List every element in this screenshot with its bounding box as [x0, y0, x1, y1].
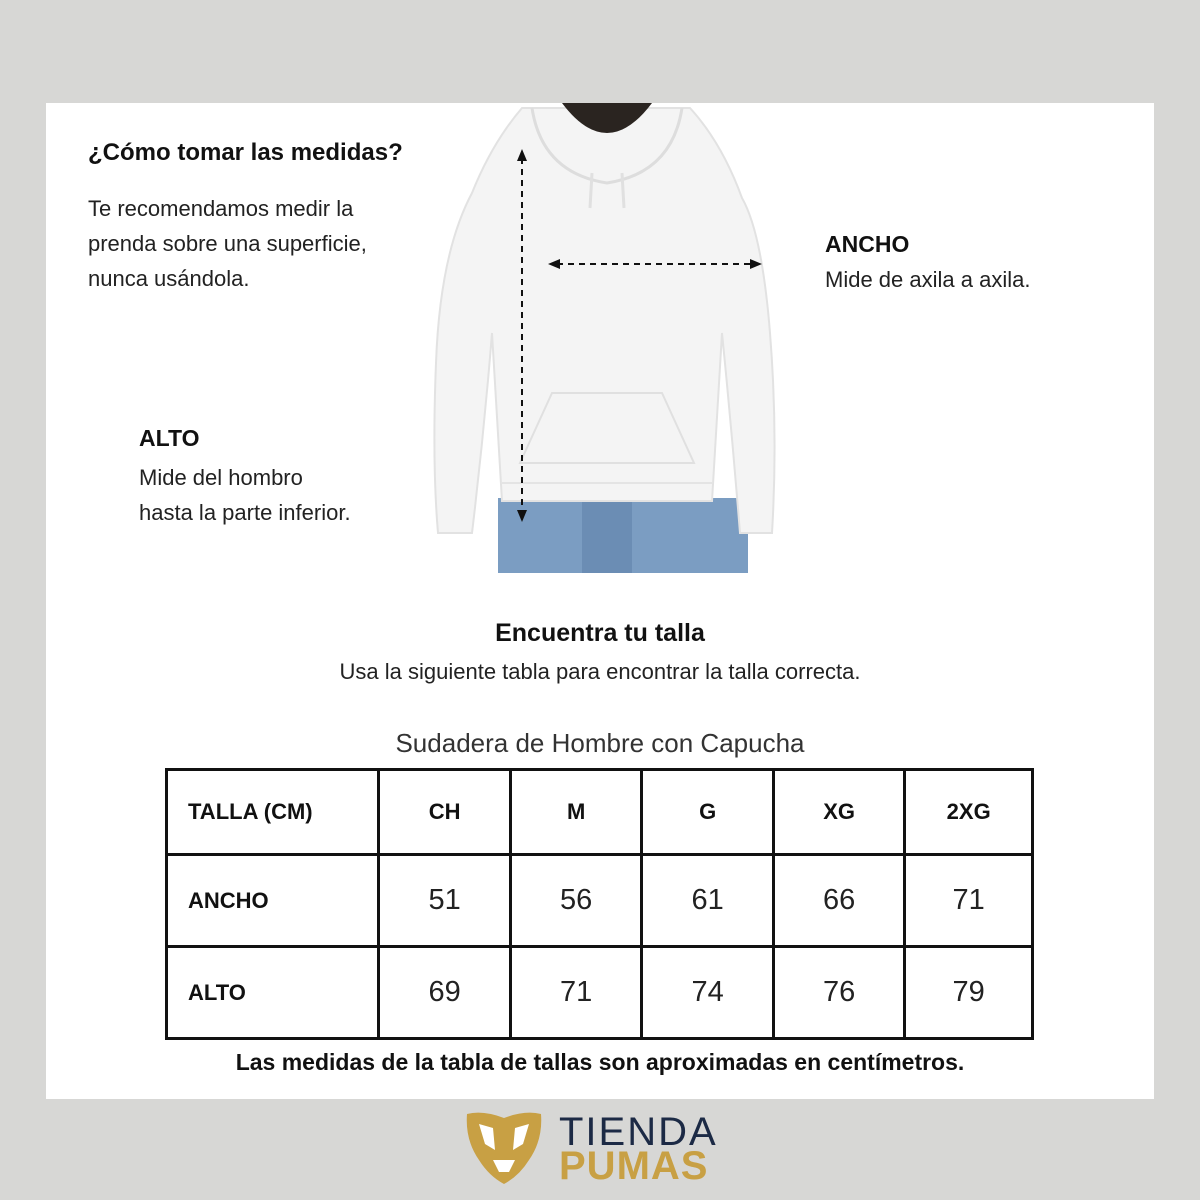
table-header-cell: TALLA (CM)	[167, 770, 379, 855]
find-size-subtitle: Usa la siguiente tabla para encontrar la talla correcta.	[339, 659, 861, 684]
hoodie-illustration	[432, 103, 778, 573]
table-cell: 71	[905, 855, 1033, 947]
table-row	[167, 947, 1033, 1039]
how-to-measure-line: nunca usándola.	[88, 266, 250, 291]
alto-label: ALTO	[139, 425, 200, 451]
alto-description	[139, 460, 351, 530]
how-to-measure-title: ¿Cómo tomar las medidas?	[88, 139, 403, 166]
brand-line-1: TIENDA	[559, 1110, 718, 1154]
alto-description-line: Mide del hombro	[139, 465, 303, 490]
how-to-measure-line: prenda sobre una superficie,	[88, 231, 367, 256]
table-cell: 51	[379, 855, 510, 947]
table-header-row	[167, 770, 1033, 855]
table-cell: 69	[379, 947, 510, 1039]
ancho-description: Mide de axila a axila.	[825, 267, 1031, 292]
table-cell: 76	[773, 947, 904, 1039]
brand-line-2: PUMAS	[559, 1144, 709, 1188]
alto-description-line: hasta la parte inferior.	[139, 500, 351, 525]
table-cell: 79	[905, 947, 1033, 1039]
hoodie-body	[434, 108, 774, 533]
how-to-measure-text	[88, 191, 428, 296]
measurements-note: Las medidas de la tabla de tallas son aproximadas en centímetros.	[235, 1049, 965, 1075]
table-row-label: ALTO	[167, 947, 379, 1039]
table-cell: 71	[510, 947, 641, 1039]
table-header-cell: CH	[379, 770, 510, 855]
table-cell: 74	[642, 947, 773, 1039]
size-table	[165, 768, 1034, 1040]
table-cell: 61	[642, 855, 773, 947]
puma-logo-icon	[463, 1110, 545, 1186]
how-to-measure-line: Te recomendamos medir la	[88, 196, 354, 221]
table-header-cell: 2XG	[905, 770, 1033, 855]
table-caption: Sudadera de Hombre con Capucha	[395, 728, 805, 758]
table-row-label: ANCHO	[167, 855, 379, 947]
size-guide-card	[46, 103, 1154, 1099]
table-cell: 66	[773, 855, 904, 947]
table-header-cell: M	[510, 770, 641, 855]
find-size-title: Encuentra tu talla	[495, 619, 705, 647]
table-header-cell: G	[642, 770, 773, 855]
table-row	[167, 855, 1033, 947]
ancho-label: ANCHO	[825, 231, 910, 257]
table-header-cell: XG	[773, 770, 904, 855]
tienda-pumas-logo	[463, 1108, 763, 1188]
table-cell: 56	[510, 855, 641, 947]
